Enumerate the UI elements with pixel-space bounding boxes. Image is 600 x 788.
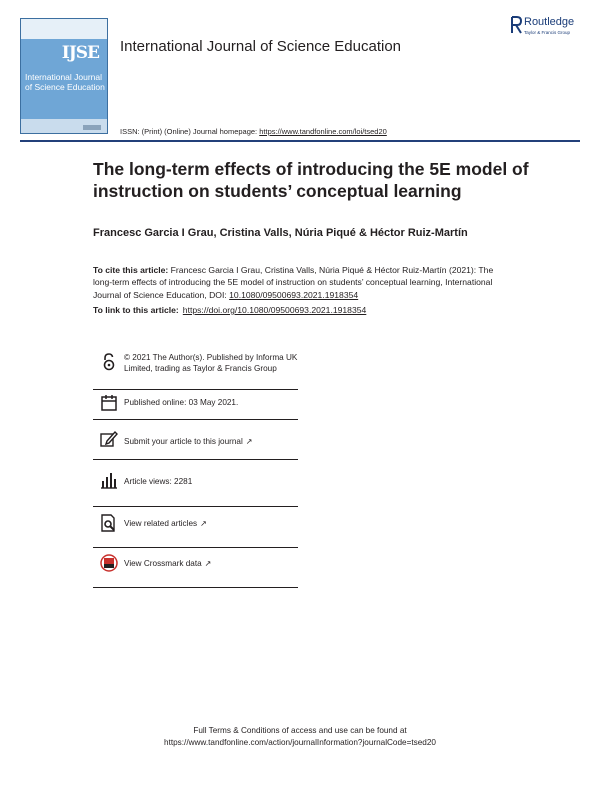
routledge-logo: [510, 14, 592, 40]
routledge-r-icon: [510, 16, 522, 34]
crossmark-link[interactable]: View Crossmark data: [124, 559, 202, 568]
issn-line: [120, 127, 387, 136]
bar-chart-icon: [100, 471, 118, 489]
article-authors: Francesc Garcia I Grau, Cristina Valls, Núria Piqué & Héctor Ruiz-Martín: [93, 227, 468, 239]
external-link-icon: ↗: [204, 559, 212, 568]
license-text: © 2021 The Author(s). Published by Informa UK Limited, trading as Taylor & Francis Group: [124, 353, 298, 373]
footer-terms-url[interactable]: https://www.tandfonline.com/action/journalInformation?journalCode=tsed20: [164, 738, 436, 747]
related-articles-link[interactable]: View related articles: [124, 519, 198, 528]
divider: [93, 389, 298, 390]
publisher-tagline: Taylor & Francis Group: [524, 30, 571, 35]
submit-article-item[interactable]: [93, 430, 298, 452]
related-search-icon: [100, 514, 118, 532]
published-date: Published online: 03 May 2021.: [124, 398, 239, 407]
article-views-count: Article views: 2281: [124, 477, 193, 486]
header-divider: [20, 140, 580, 142]
related-articles-item[interactable]: [93, 514, 298, 538]
citation-block: [93, 264, 513, 301]
citation-label: To cite this article:: [93, 265, 169, 275]
calendar-icon: [100, 394, 118, 412]
article-link-line: [93, 305, 366, 315]
cover-logo: IJSE: [61, 43, 99, 63]
divider: [93, 459, 298, 460]
citation-doi-link[interactable]: 10.1080/09500693.2021.1918354: [229, 289, 359, 300]
footer: [0, 725, 600, 749]
divider: [93, 419, 298, 420]
citation-text: Francesc Garcia I Grau, Cristina Valls, Núria Piqué & Héctor Ruiz-Martín (2021): The long-term effects of introducing the 5E model of instruction on students’ conceptual learning, International Journal of Science Education, DOI:: [93, 265, 494, 300]
divider: [93, 587, 298, 588]
crossmark-item[interactable]: [93, 554, 298, 576]
journal-cover-image: [20, 18, 108, 134]
edit-icon: [100, 430, 118, 448]
link-label: To link to this article:: [93, 305, 179, 315]
license-item: [93, 353, 298, 389]
article-views-item: [93, 471, 298, 493]
article-doi-link[interactable]: https://doi.org/10.1080/09500693.2021.1918354: [182, 305, 367, 315]
divider: [93, 506, 298, 507]
journal-title: International Journal of Science Education: [120, 38, 402, 55]
external-link-icon: ↗: [200, 519, 207, 528]
footer-terms-text: Full Terms & Conditions of access and use can be found at: [193, 726, 407, 735]
publisher-name: Routledge: [524, 16, 575, 28]
submit-article-link[interactable]: Submit your article to this journal: [124, 437, 243, 446]
article-title: The long-term effects of introducing the 5E model of instruction on students’ conceptual learning: [93, 159, 529, 201]
issn-text: ISSN: (Print) (Online) Journal homepage:: [120, 127, 260, 136]
open-access-icon: [100, 353, 118, 371]
journal-homepage-link[interactable]: https://www.tandfonline.com/loi/tsed20: [259, 127, 387, 136]
published-item: [93, 394, 298, 416]
divider: [93, 547, 298, 548]
external-link-icon: ↗: [245, 437, 253, 446]
crossmark-icon: [100, 554, 118, 572]
cover-title: International Journal of Science Education: [25, 72, 105, 92]
